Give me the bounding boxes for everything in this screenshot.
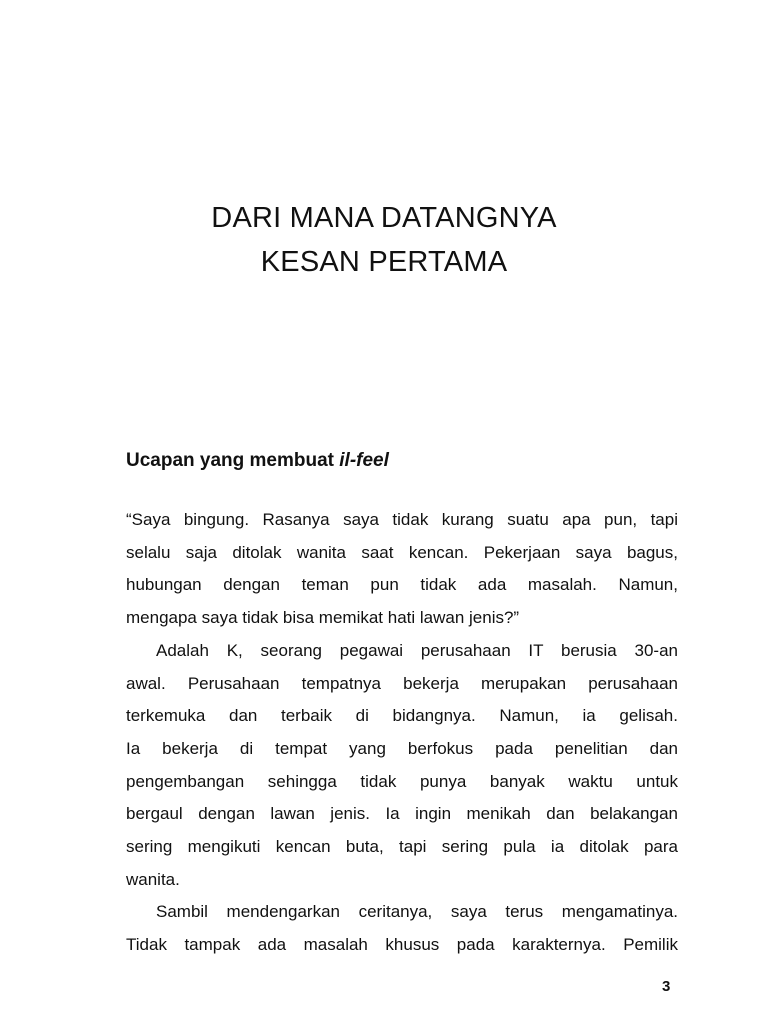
body-line: bergaul dengan lawan jenis. Ia ingin menikah dan belakangan bbox=[126, 804, 678, 824]
chapter-title bbox=[0, 196, 768, 284]
body-line: selalu saja ditolak wanita saat kencan. Pekerjaan saya bagus, bbox=[126, 542, 678, 562]
body-line: pengembangan sehingga tidak punya banyak waktu untuk bbox=[126, 771, 678, 791]
body-line: awal. Perusahaan tempatnya bekerja merupakan perusahaan bbox=[126, 673, 678, 693]
chapter-title-line-2: KESAN PERTAMA bbox=[260, 246, 508, 278]
body-line: “Saya bingung. Rasanya saya tidak kurang suatu apa pun, tapi bbox=[126, 510, 678, 529]
section-heading-text: Ucapan yang membuat bbox=[126, 450, 340, 471]
body-text bbox=[126, 504, 678, 962]
body-line: hubungan dengan teman pun tidak ada masalah. Namun, bbox=[126, 575, 678, 595]
body-line: Ia bekerja di tempat yang berfokus pada penelitian dan bbox=[126, 738, 678, 758]
section-heading-italic: il-feel bbox=[339, 450, 389, 471]
body-line: Adalah K, seorang pegawai perusahaan IT berusia 30-an bbox=[156, 640, 678, 660]
body-line: wanita. bbox=[126, 869, 180, 889]
section-heading bbox=[126, 450, 389, 472]
body-line: sering mengikuti kencan buta, tapi sering pula ia ditolak para bbox=[126, 837, 678, 857]
body-line: terkemuka dan terbaik di bidangnya. Namun, ia gelisah. bbox=[126, 706, 678, 726]
body-line: Sambil mendengarkan ceritanya, saya terus mengamatinya. bbox=[156, 902, 678, 922]
body-line: mengapa saya tidak bisa memikat hati lawan jenis?” bbox=[126, 608, 520, 628]
body-line: Tidak tampak ada masalah khusus pada karakternya. Pemilik bbox=[126, 935, 678, 955]
page-number: 3 bbox=[662, 978, 671, 995]
chapter-title-line-1: DARI MANA DATANGNYA bbox=[211, 202, 557, 234]
